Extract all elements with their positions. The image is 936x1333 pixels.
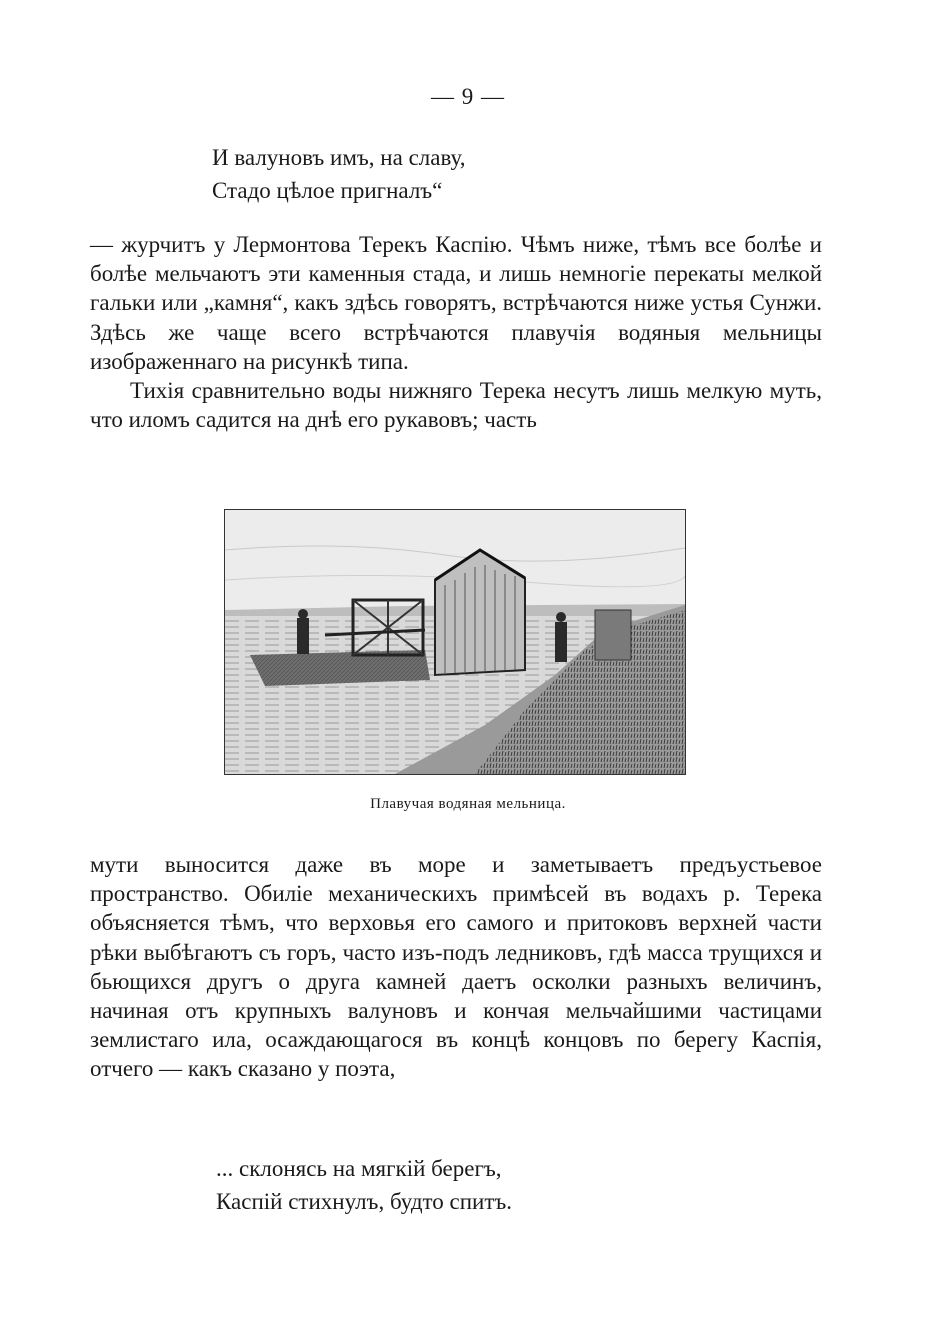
figure-caption: Плавучая водяная мельница. (370, 796, 566, 812)
paragraph: — журчитъ у Лермонтова Терекъ Каспію. Чѣмъ ниже, тѣмъ все болѣе и болѣе мельчаютъ эти каменныя стада, и лишь немногіе перекаты мелкой гальки или „камня“, какъ здѣсь говорятъ, встрѣчаются ниже устья Сунжи. Здѣсь же чаще всего встрѣчаются плавучія водяныя мельницы изображеннаго на рисункѣ типа. (90, 232, 822, 374)
body-text-top (90, 230, 822, 434)
verse-quote-top (212, 141, 465, 207)
paragraph: Тихія сравнительно воды нижняго Терека несутъ лишь мелкую муть, что иломъ садится на днѣ его рукавовъ; часть (90, 378, 822, 433)
mill-illustration (224, 509, 686, 775)
page-number: — 9 — (431, 84, 505, 109)
verse-line: ... склонясь на мягкій берегъ, (216, 1156, 502, 1181)
verse-line: Каспій стихнулъ, будто спитъ. (216, 1189, 513, 1214)
verse-line: И валуновъ имъ, на славу, (212, 145, 466, 170)
verse-quote-bottom (216, 1152, 512, 1218)
floating-mill-drawing (225, 510, 685, 774)
paragraph: мути выносится даже въ море и заметываетъ предъустьевое пространство. Обиліе механическихъ примѣсей въ водахъ р. Терека объясняется тѣмъ, что верховья его самого и притоковъ верхней части рѣки выбѣгаютъ съ горъ, часто изъ-подъ ледниковъ, гдѣ масса трущихся и бьющихся другъ о друга камней даетъ осколки разныхъ величинъ, начиная отъ крупныхъ валуновъ и кончая мельчайшими частицами землистаго ила, осаждающагося въ концѣ концовъ по берегу Каспія, отчего — какъ сказано у поэта, (90, 852, 822, 1082)
body-text-bottom (90, 850, 822, 1084)
verse-line: Стадо цѣлое пригналъ“ (212, 178, 443, 203)
